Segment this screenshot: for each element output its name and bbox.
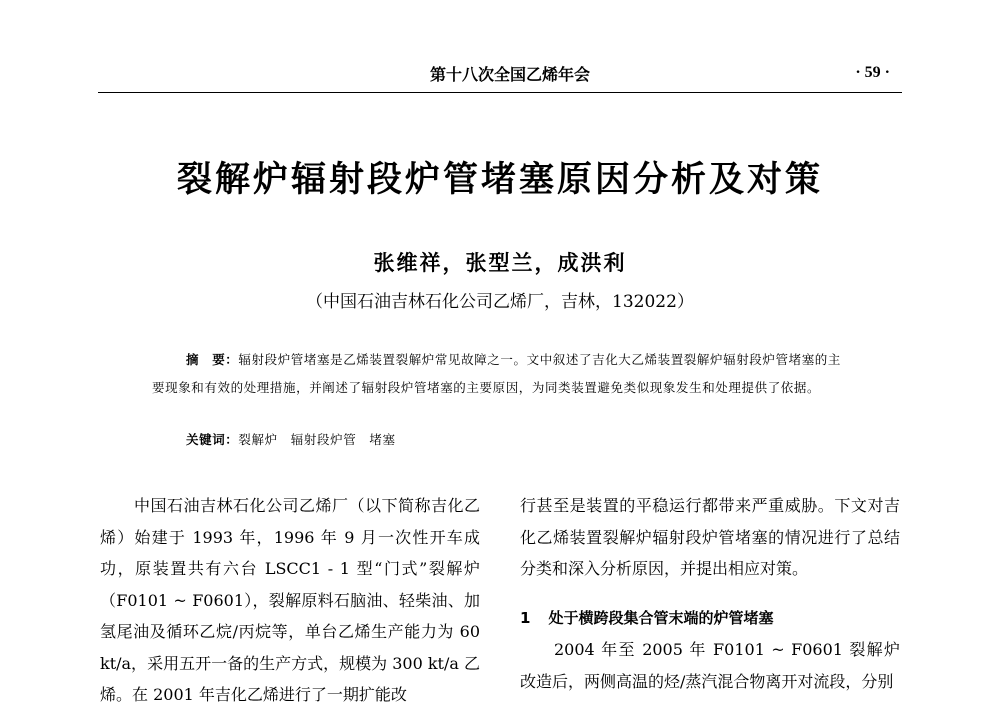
paper-title: 裂解炉辐射段炉管堵塞原因分析及对策 [176,160,823,200]
abstract [152,346,852,402]
body-paragraph: 2004 年至 2005 年 F0101 ~ F0601 裂解炉改造后，两侧高温的烃/蒸汽混合物离开对流段，分别 [520,640,900,691]
body-column-right [520,490,900,697]
keywords-text: 裂解炉 辐射段炉管 堵塞 [238,432,396,447]
abstract-text: 辐射段炉管堵塞是乙烯装置裂解炉常见故障之一。文中叙述了吉化大乙烯装置裂解炉辐射段炉管堵塞的主要现象和有效的处理措施，并阐述了辐射段炉管堵塞的主要原因，为同类装置避免类似现象发生和处理提供了依据。 [152,352,842,395]
abstract-label: 摘 要： [186,352,239,367]
authors: 张维祥，张型兰，成洪利 [373,250,627,275]
page-number: · 59 · [855,64,890,81]
body-paragraph: 中国石油吉林石化公司乙烯厂（以下简称吉化乙烯）始建于 1993 年，1996 年 9 月一次性开车成功，原装置共有六台 LSCC1 - 1 型“门式”裂解炉（F0101 ~ F0601），裂解原料石脑油、轻柴油、加氢尾油及循环乙烷/丙烷等，单台乙烯生产能力为 60 kt/a，采用五开一备的生产方式，规模为 300 kt/a 乙烯。在 2001 年吉化乙烯进行了一期扩能改 [100,496,480,704]
running-header-title: 第十八次全国乙烯年会 [429,65,590,84]
keywords-label: 关键词： [186,432,239,447]
keywords [186,430,396,448]
section-number: 1 [520,608,531,627]
body-paragraph: 行甚至是装置的平稳运行都带来严重威胁。下文对吉化乙烯装置裂解炉辐射段炉管堵塞的情况进行了总结分类和深入分析原因，并提出相应对策。 [520,496,900,578]
affiliation: （中国石油吉林石化公司乙烯厂，吉林，132022） [306,292,694,312]
header-rule [98,92,902,93]
section-heading [520,603,900,635]
body-column-left [100,490,480,711]
section-title: 处于横跨段集合管末端的炉管堵塞 [548,608,774,627]
